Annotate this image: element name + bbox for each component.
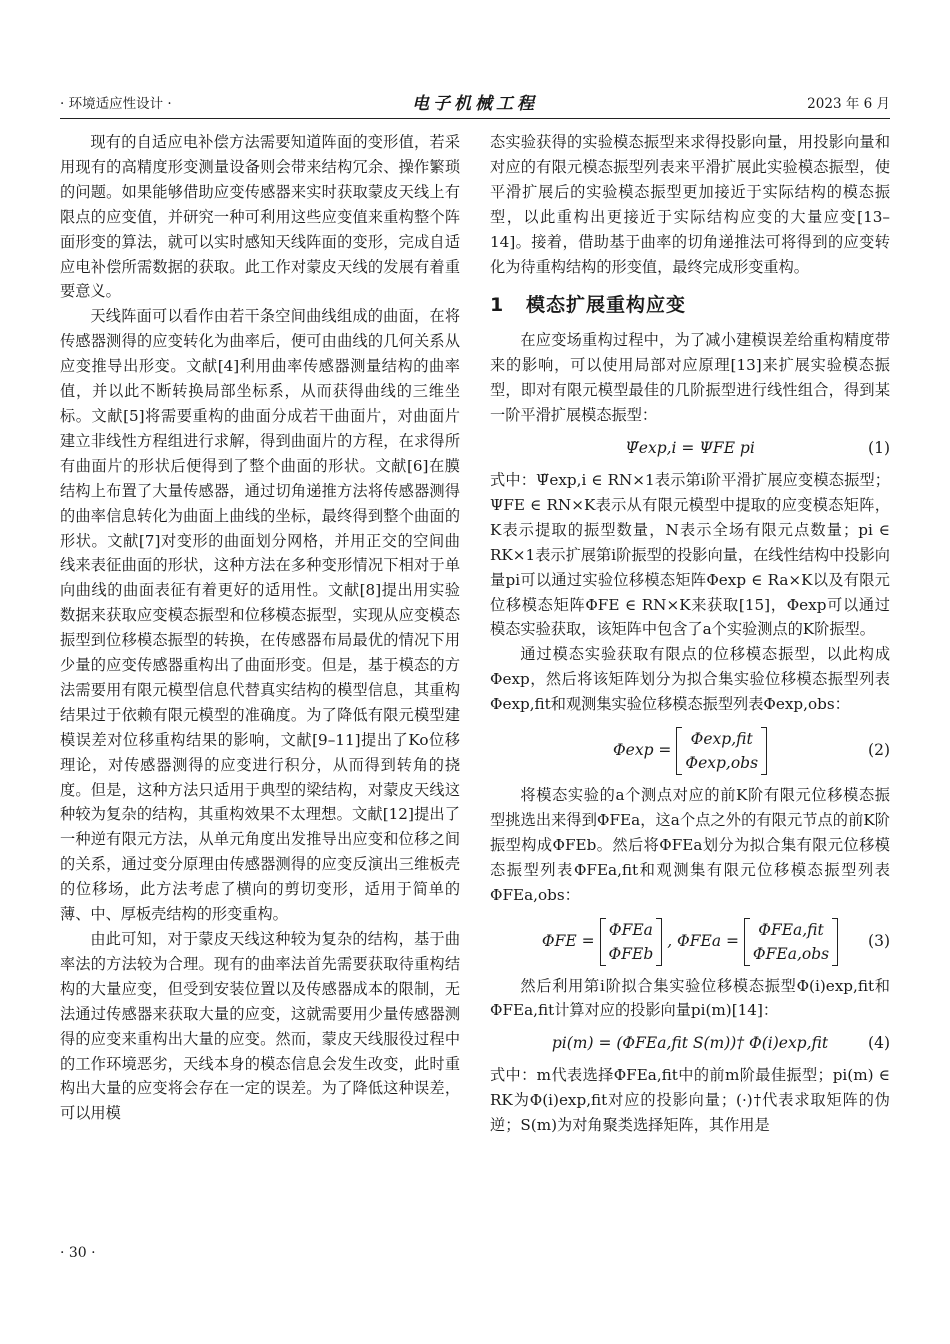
matrix-entry: ΦFEa,obs: [752, 944, 830, 963]
equation-lhs: ΦFE =: [541, 931, 595, 950]
matrix-entry: Φexp,fit: [690, 730, 753, 749]
paragraph: 态实验获得的实验模态振型来求得投影向量，用投影向量和对应的有限元模态振型列表来平滑扩展此实验模态振型，使平滑扩展后的实验模态振型更加接近于实际结构的模态振型，以此重构出更接近于实际结构应变的大量应变[13–14]。接着，借助基于曲率的切角递推法可将得到的应变转化为待重构结构的形变值，最终完成形变重构。: [490, 133, 890, 276]
journal-title: 电子机械工程: [412, 94, 538, 114]
paragraph: 将模态实验的a个测点对应的前K阶有限元位移模态振型挑选出来得到ΦFEa，这a个点之外的有限元节点的前K阶振型构成ΦFEb。然后将ΦFEa划分为拟合集有限元位移模态振型列表ΦFEa,fit和观测集有限元位移模态振型列表ΦFEa,obs：: [490, 786, 890, 904]
header-section: · 环境适应性设计 ·: [60, 96, 172, 112]
matrix: [744, 918, 838, 966]
equation-3: [490, 908, 890, 974]
left-column: [60, 130, 460, 1126]
matrix: [600, 918, 663, 966]
equation-lhs: , ΦFEa =: [667, 931, 739, 950]
equation-number: (1): [868, 438, 890, 457]
paragraph: 天线阵面可以看作由若干条空间曲线组成的曲面，在将传感器测得的应变转化为曲率后，便可由曲线的几何关系从应变推导出形变。文献[4]利用曲率传感器测量结构的曲率值，并以此不断转换局部坐标系，从而获得曲线的三维坐标。文献[5]将需要重构的曲面分成若干曲面片，对曲面片建立非线性方程组进行求解，得到曲面片的方程，在求得所有曲面片的形状后便得到了整个曲面的形状。文献[6]在膜结构上布置了大量传感器，通过切角递推方法将传感器测得的曲率信息转化为曲面上曲线的坐标，最终得到整个曲面的形状。文献[7]对变形的曲面划分网格，并用正交的空间曲线来表征曲面的形状，这种方法在多种变形情况下相对于单向曲线的曲面表征有着更好的适用性。文献[8]提出用实验数据来获取应变模态振型和位移模态振型，实现从应变模态振型到位移模态振型的转换，在传感器布局最优的情况下用少量的应变传感器重构出了曲面形变。但是，基于模态的方法需要用有限元模型信息代替真实结构的模型信息，其重构结果过于依赖有限元模型的准确度。为了降低有限元模型建模误差对位移重构结果的影响，文献[9–11]提出了Ko位移理论，对传感器测得的应变进行积分，从而得到转角的挠度。但是，这种方法只适用于典型的梁结构，对蒙皮天线这种较为复杂的结构，其重构效果不太理想。文献[12]提出了一种逆有限元方法，从单元角度出发推导出应变和位移之间的关系，通过变分原理由传感器测得的应变反演出三维板壳的位移场，此方法考虑了横向的剪切变形，适用于简单的薄、中、厚板壳结构的形变重构。: [60, 307, 460, 924]
equation-4: [490, 1023, 890, 1063]
equation-lhs: Φexp =: [612, 741, 672, 760]
matrix-entry: ΦFEa: [608, 920, 653, 939]
equation-body: pi(m) = (ΦFEa,fit S(m))† Φ(i)exp,fit: [551, 1034, 829, 1053]
matrix-entry: ΦFEb: [608, 944, 654, 963]
paragraph: 现有的自适应电补偿方法需要知道阵面的变形值，若采用现有的高精度形变测量设备则会带来结构冗余、操作繁琐的问题。如果能够借助应变传感器来实时获取蒙皮天线上有限点的应变值，并研究一种可利用这些应变值来重构整个阵面形变的算法，就可以实时感知天线阵面的变形，完成自适应电补偿所需数据的获取。此工作对蒙皮天线的发展有着重要意义。: [60, 133, 460, 301]
paragraph: 式中：Ψ̃exp,i ∈ RN×1表示第i阶平滑扩展应变模态振型；ΨFE ∈ RN×K表示从有限元模型中提取的应变模态矩阵，K表示提取的振型数量，N表示全场有限元点数量；pi ∈ RK×1表示扩展第i阶振型的投影向量，在线性结构中投影向量pi可以通过实验位移模态矩阵Φexp ∈ Ra×K以及有限元位移模态矩阵ΦFE ∈ RN×K来获取[15]，Φexp可以通过模态实验获取，该矩阵中包含了a个实验测点的K阶振型。: [490, 470, 890, 639]
equation-body: Ψ̃exp,i = ΨFE pi: [625, 438, 755, 457]
equation-number: (2): [868, 741, 890, 760]
equation-number: (4): [868, 1034, 890, 1053]
page-number: · 30 ·: [60, 1245, 96, 1261]
matrix-entry: Φexp,obs: [685, 754, 759, 773]
matrix-entry: ΦFEa,fit: [758, 920, 824, 939]
equation-2: [490, 717, 890, 783]
header-date: 2023 年 6 月: [807, 96, 890, 112]
section-number: 1: [490, 294, 505, 317]
section-heading: [490, 293, 890, 318]
paragraph: 由此可知，对于蒙皮天线这种较为复杂的结构，基于曲率法的方法较为合理。现有的曲率法首先需要获取待重构结构的大量应变，但受到安装位置以及传感器成本的限制，无法通过传感器来获取大量的应变，这就需要用少量传感器测得的应变来重构出大量的应变。然而，蒙皮天线服役过程中的工作环境恶劣，天线本身的模态信息会发生改变，此时重构出大量的应变将会存在一定的误差。为了降低这种误差，可以用模: [60, 930, 460, 1123]
right-column: [490, 130, 890, 1138]
paragraph: 在应变场重构过程中，为了减小建模误差给重构精度带来的影响，可以使用局部对应原理[13]来扩展实验模态振型，即对有限元模型最佳的几阶振型进行线性组合，得到某一阶平滑扩展模态振型：: [490, 331, 890, 425]
paragraph: 式中：m代表选择ΦFEa,fit中的前m阶最佳振型；pi(m) ∈ RK为Φ(i)exp,fit对应的投影向量；(·)†代表求取矩阵的伪逆；S(m)为对角聚类选择矩阵，其作用是: [490, 1066, 890, 1135]
running-header: [60, 92, 890, 114]
header-rule: [60, 118, 890, 119]
equation-1: [490, 428, 890, 468]
matrix: [676, 727, 767, 775]
paragraph: 通过模态实验获取有限点的位移模态振型，以此构成Φexp，然后将该矩阵划分为拟合集实验位移模态振型列表Φexp,fit和观测集实验位移模态振型列表Φexp,obs：: [490, 645, 890, 714]
section-title: 模态扩展重构应变: [526, 294, 687, 317]
paragraph: 然后利用第i阶拟合集实验位移模态振型Φ(i)exp,fit和ΦFEa,fit计算对应的投影向量pi(m)[14]：: [490, 976, 890, 1020]
equation-number: (3): [868, 931, 890, 950]
